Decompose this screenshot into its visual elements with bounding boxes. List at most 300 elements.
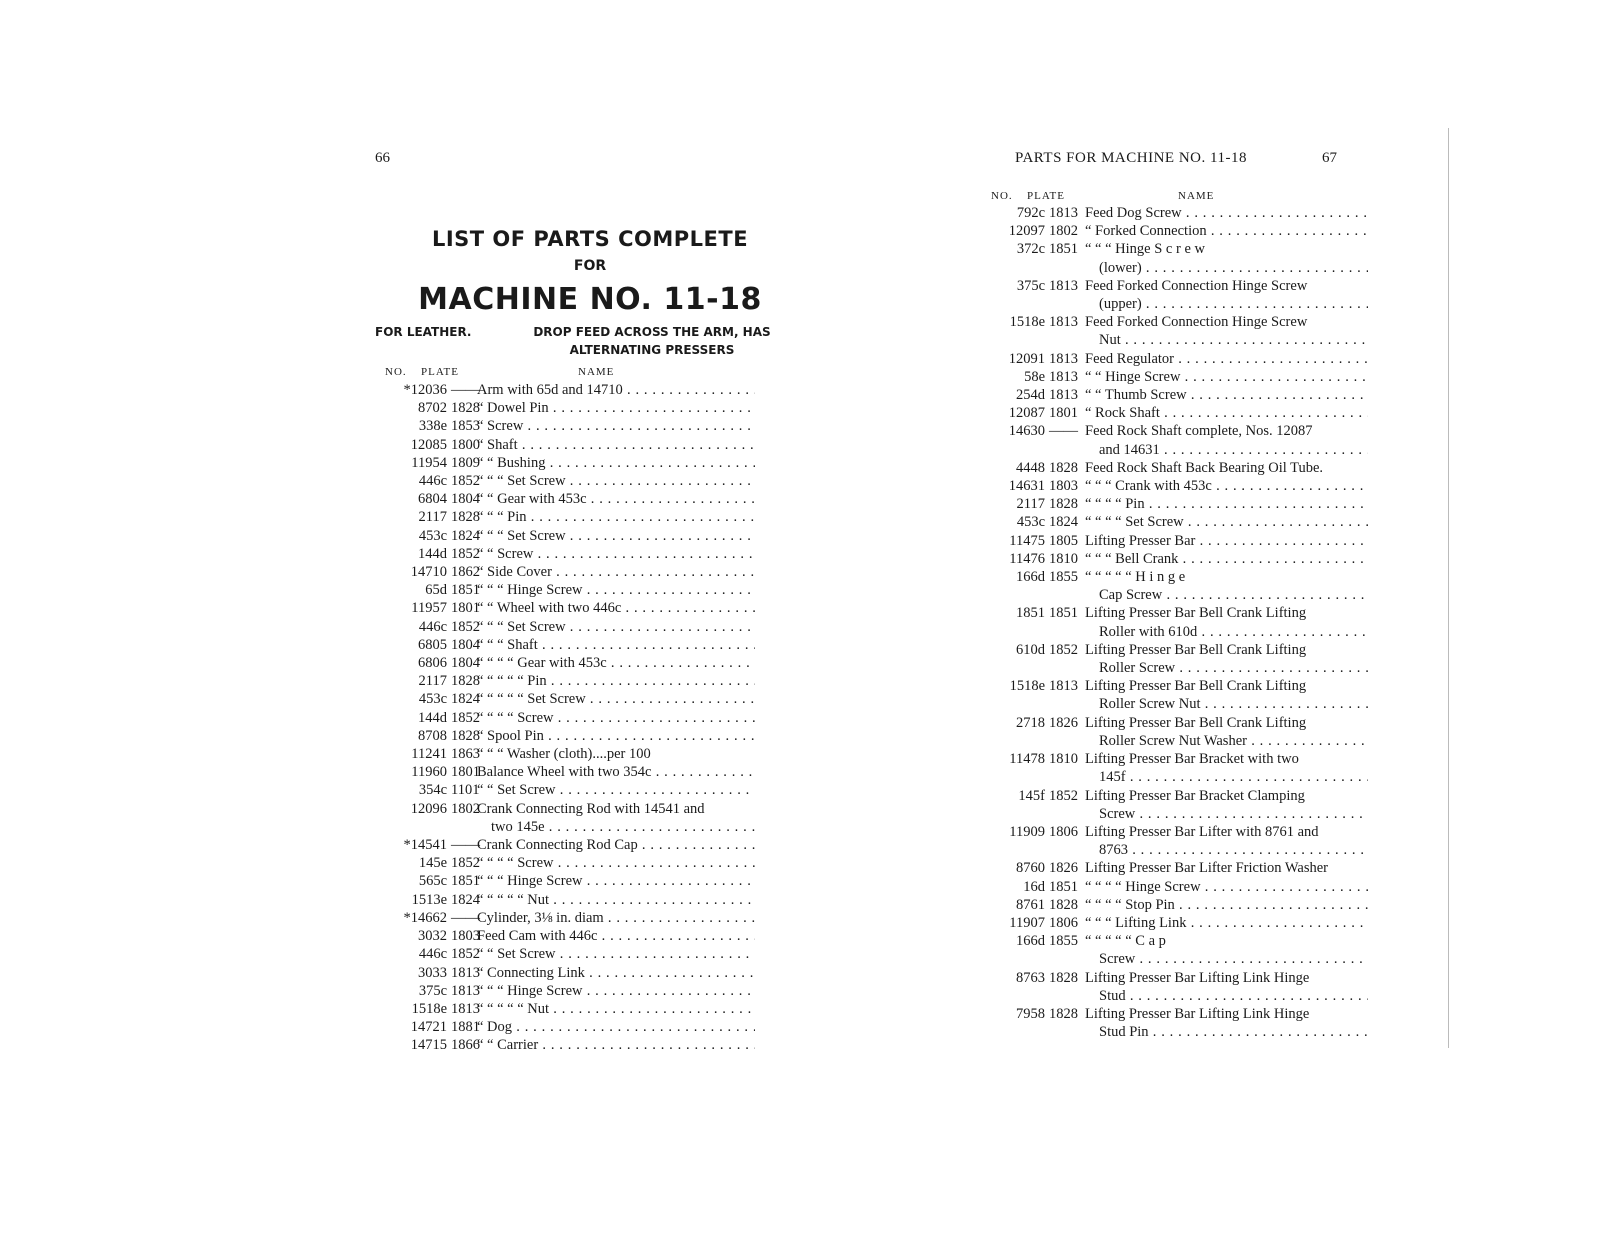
part-number: 11960 [411, 764, 447, 781]
part-name [477, 781, 755, 799]
part-row [375, 709, 755, 727]
plate-number: 1852 [451, 473, 480, 490]
plate-number: 1813 [451, 982, 480, 999]
part-name [477, 581, 755, 599]
col-header-no: NO. [385, 366, 407, 378]
part-number: 58e [1024, 368, 1045, 385]
part-name [477, 854, 755, 872]
part-name-line: Feed Forked Connection Hinge Screw [1085, 314, 1308, 331]
part-name [1085, 568, 1368, 604]
part-name-line: Screw . . . [1085, 950, 1368, 968]
part-name-line: Cap Screw . . . [1085, 586, 1368, 604]
part-row [375, 490, 755, 508]
part-row [375, 964, 755, 982]
part-number: 11478 [1009, 751, 1045, 768]
part-number: 446c [418, 618, 447, 635]
part-number: 8761 [1016, 896, 1045, 913]
part-name-line: “ Screw . . . [477, 417, 755, 435]
part-name [477, 672, 755, 690]
part-name-line: (upper) . . . [1085, 295, 1368, 313]
part-name [477, 763, 755, 781]
part-row [975, 750, 1368, 786]
part-name [1085, 222, 1368, 240]
part-name [1085, 859, 1368, 877]
title-line-3: MACHINE NO. 11-18 [418, 282, 762, 317]
part-row [975, 641, 1368, 677]
plate-number: 1866 [451, 1037, 480, 1054]
subhead-right: DROP FEED ACROSS THE ARM, HAS ALTERNATING PRESSERS [533, 325, 771, 357]
plate-number: 1828 [1049, 969, 1078, 986]
part-name-line: “ “ “ “ Set Screw . . . [1085, 513, 1368, 531]
col-header-plate: PLATE [421, 366, 459, 378]
part-number: 11907 [1009, 914, 1045, 931]
part-number: 1513e [411, 891, 447, 908]
part-name-line: “ “ “ “ “ Nut . . . [477, 891, 755, 909]
part-number: 354c [418, 782, 447, 799]
plate-number: 1852 [1049, 641, 1078, 658]
part-number: 16d [1023, 878, 1045, 895]
part-name [1085, 677, 1368, 713]
part-number: 144d [418, 709, 447, 726]
part-number: 2117 [1016, 496, 1045, 513]
part-name [477, 690, 755, 708]
part-row [375, 672, 755, 690]
part-name-line: “ Dowel Pin . . . [477, 399, 755, 417]
left-page [375, 0, 825, 1237]
part-name-line: Nut . . . [1085, 331, 1368, 349]
part-row [975, 787, 1368, 823]
part-name-line: “ “ “ “ “ H i n g e [1085, 569, 1186, 586]
part-name-line: Arm with 65d and 14710 . . . [477, 381, 755, 399]
part-row [975, 422, 1368, 458]
part-name-line: Lifting Presser Bar Bell Crank Lifting [1085, 714, 1307, 731]
plate-number: 1813 [1049, 678, 1078, 695]
part-row [375, 454, 755, 472]
part-row [375, 563, 755, 581]
plate-number: 1851 [1049, 605, 1078, 622]
plate-number: 1828 [451, 673, 480, 690]
part-name-line: “ Rock Shaft . . . [1085, 404, 1368, 422]
part-row [975, 859, 1368, 877]
part-name [1085, 422, 1368, 458]
part-row [975, 313, 1368, 349]
part-name-line: (lower) . . . [1085, 259, 1368, 277]
part-number: 7958 [1016, 1005, 1045, 1022]
part-number: 11954 [411, 454, 447, 471]
part-row [975, 914, 1368, 932]
part-name [1085, 368, 1368, 386]
part-name-line: Lifting Presser Bar Lifter Friction Washer [1085, 860, 1328, 877]
part-name [477, 891, 755, 909]
part-name-line: Feed Dog Screw . . . [1085, 204, 1368, 222]
part-name-line: “ Shaft . . . [477, 436, 755, 454]
part-name-line: “ “ “ Pin . . . [477, 508, 755, 526]
part-row [375, 763, 755, 781]
part-name [1085, 878, 1368, 896]
col-header-no: NO. [991, 190, 1013, 202]
running-head: PARTS FOR MACHINE NO. 11-18 [1015, 150, 1247, 166]
plate-number: 1824 [451, 891, 480, 908]
plate-number: 1852 [1049, 787, 1078, 804]
part-name [477, 745, 755, 763]
part-number: 446c [418, 946, 447, 963]
part-name [477, 490, 755, 508]
plate-number: 1813 [1049, 387, 1078, 404]
plate-number: 1801 [451, 600, 480, 617]
plate-number: 1824 [451, 527, 480, 544]
part-name-line: “ “ Gear with 453c . . . [477, 490, 755, 508]
plate-number: 1862 [451, 564, 480, 581]
plate-number: 1809 [451, 454, 480, 471]
part-name [477, 709, 755, 727]
part-name [477, 1018, 755, 1036]
part-name-line: “ “ “ Hinge Screw . . . [477, 581, 755, 599]
title-line-2: FOR [573, 258, 607, 274]
part-name-line: Feed Rock Shaft Back Bearing Oil Tube. [1085, 459, 1324, 476]
part-name-line: “ “ Set Screw . . . [477, 781, 755, 799]
part-name-line: “ Connecting Link . . . [477, 964, 755, 982]
part-name-line: “ “ “ “ Screw . . . [477, 709, 755, 727]
part-row [975, 896, 1368, 914]
part-name [477, 527, 755, 545]
part-row [375, 745, 755, 763]
part-number: 446c [418, 473, 447, 490]
part-row [975, 823, 1368, 859]
plate-number: 1813 [1049, 350, 1078, 367]
plate-number: 1828 [1049, 459, 1078, 476]
part-name-line: “ “ “ “ Screw . . . [477, 854, 755, 872]
plate-number: 1851 [451, 582, 480, 599]
plate-number: 1804 [451, 636, 480, 653]
part-row [975, 222, 1368, 240]
plate-number: 1828 [451, 727, 480, 744]
part-row [975, 714, 1368, 750]
part-name [1085, 350, 1368, 368]
part-row [975, 240, 1368, 276]
part-row [375, 636, 755, 654]
part-number: 1518e [1009, 678, 1045, 695]
part-name-line: Lifting Presser Bar Lifter with 8761 and [1085, 823, 1319, 840]
plate-number: 1881 [451, 1019, 480, 1036]
part-name-line: “ “ “ “ Pin . . . [1085, 495, 1368, 513]
part-number: 65d [425, 582, 447, 599]
part-name [1085, 550, 1368, 568]
part-name [477, 1000, 755, 1018]
part-name-line: Lifting Presser Bar Bracket Clamping [1085, 787, 1305, 804]
part-number: 144d [418, 545, 447, 562]
part-number: 145f [1018, 787, 1045, 804]
part-name [1085, 969, 1368, 1005]
part-number: 12085 [410, 436, 447, 453]
part-number: 375c [418, 982, 447, 999]
part-row [375, 654, 755, 672]
part-row [375, 727, 755, 745]
part-name [1085, 641, 1368, 677]
part-name [1085, 532, 1368, 550]
part-row [375, 690, 755, 708]
part-name [1085, 1005, 1368, 1041]
part-row [375, 381, 755, 399]
plate-number: 1803 [1049, 478, 1078, 495]
plate-number: 1828 [451, 509, 480, 526]
part-row [975, 368, 1368, 386]
part-row [375, 781, 755, 799]
part-name-line: Roller Screw . . . [1085, 659, 1368, 677]
part-name [477, 927, 755, 945]
part-number: 792c [1016, 205, 1045, 221]
part-row [975, 677, 1368, 713]
part-row [375, 508, 755, 526]
plate-number: 1851 [1049, 878, 1078, 895]
part-number: 565c [418, 873, 447, 890]
part-name-line: Crank Connecting Rod Cap . . . [477, 836, 755, 854]
part-name [1085, 787, 1368, 823]
part-row [975, 495, 1368, 513]
part-name [477, 836, 755, 854]
part-name-line: Lifting Presser Bar . . . [1085, 532, 1368, 550]
part-name-line: “ “ “ Hinge S c r e w [1085, 241, 1205, 258]
part-name [477, 727, 755, 745]
part-name-line: Lifting Presser Bar Lifting Link Hinge [1085, 1005, 1310, 1022]
part-name [1085, 277, 1368, 313]
plate-number: 1802 [1049, 223, 1078, 240]
part-name [477, 454, 755, 472]
plate-number: 1813 [1049, 205, 1078, 221]
plate-number: 1826 [1049, 860, 1078, 877]
part-name-line: Lifting Presser Bar Lifting Link Hinge [1085, 969, 1310, 986]
part-number: 11909 [1009, 823, 1045, 840]
part-name [477, 399, 755, 417]
page-number-left: 66 [375, 150, 390, 166]
part-row [975, 568, 1368, 604]
part-name-line: “ “ “ Washer (cloth)....per 100 [477, 746, 651, 763]
part-name [477, 872, 755, 890]
part-row [975, 459, 1368, 477]
plate-number: 1802 [451, 800, 480, 817]
part-name-line: “ Forked Connection . . . [1085, 222, 1368, 240]
plate-number: 1801 [451, 764, 480, 781]
part-name-line: Balance Wheel with two 354c . . . [477, 763, 755, 781]
part-name-line: “ “ “ Crank with 453c . . . [1085, 477, 1368, 495]
part-number: 1851 [1016, 605, 1045, 622]
part-row [375, 1036, 755, 1054]
plate-number: 1855 [1049, 569, 1078, 586]
plate-number: 1804 [451, 655, 480, 672]
part-row [975, 550, 1368, 568]
part-number: 2718 [1016, 714, 1045, 731]
part-name-line: “ “ “ Bell Crank . . . [1085, 550, 1368, 568]
part-name-line: Feed Rock Shaft complete, Nos. 12087 [1085, 423, 1313, 440]
part-number: 14630 [1008, 423, 1045, 440]
part-number: 14721 [410, 1019, 447, 1036]
part-number: 11476 [1009, 550, 1045, 567]
plate-number: 1101 [451, 782, 480, 799]
part-row [375, 417, 755, 435]
part-name-line: and 14631 . . . [1085, 441, 1368, 459]
part-number: 8708 [418, 727, 447, 744]
part-name-line: “ “ “ Hinge Screw . . . [477, 872, 755, 890]
part-name-line: Lifting Presser Bar Bell Crank Lifting [1085, 678, 1307, 695]
part-row [375, 618, 755, 636]
plate-number: 1813 [451, 964, 480, 981]
part-row [975, 532, 1368, 550]
part-name-line: “ “ “ “ Stop Pin . . . [1085, 896, 1368, 914]
part-name-line: Feed Forked Connection Hinge Screw [1085, 277, 1308, 294]
part-number: 1518e [411, 1000, 447, 1017]
part-name [1085, 404, 1368, 422]
part-name-line: “ “ “ Hinge Screw . . . [477, 982, 755, 1000]
part-number: 2117 [418, 673, 447, 690]
part-row [375, 1018, 755, 1036]
plate-number: —— [1049, 423, 1078, 440]
part-name-line: 8763 . . . [1085, 841, 1368, 859]
part-row [975, 1005, 1368, 1041]
part-name [1085, 604, 1368, 640]
part-row [975, 386, 1368, 404]
part-name-line: Roller Screw Nut Washer . . . [1085, 732, 1368, 750]
plate-number: 1813 [1049, 368, 1078, 385]
plate-number: 1813 [1049, 314, 1078, 331]
part-name-line: “ “ “ “ “ Nut . . . [477, 1000, 755, 1018]
part-name-line: “ “ Carrier . . . [477, 1036, 755, 1054]
part-number: 14715 [410, 1037, 447, 1054]
part-name-line: 145f . . . [1085, 768, 1368, 786]
part-name-line: “ “ Screw . . . [477, 545, 755, 563]
part-number: *14541 [403, 837, 447, 854]
title-line-1: LIST OF PARTS COMPLETE [431, 227, 749, 251]
part-name-line: “ “ Wheel with two 446c . . . [477, 599, 755, 617]
part-row [975, 204, 1368, 222]
part-name-line: Lifting Presser Bar Bracket with two [1085, 751, 1299, 768]
part-number: 453c [418, 691, 447, 708]
part-name-line: Feed Regulator . . . [1085, 350, 1368, 368]
parts-list-right [975, 204, 1368, 1041]
part-row [975, 878, 1368, 896]
part-name-line: “ “ “ Set Screw . . . [477, 618, 755, 636]
part-name-line: “ “ “ Set Screw . . . [477, 472, 755, 490]
part-number: 166d [1016, 933, 1045, 950]
part-row [975, 932, 1368, 968]
part-name-line: “ Spool Pin . . . [477, 727, 755, 745]
part-name [477, 599, 755, 617]
part-number: 8760 [1016, 860, 1045, 877]
part-row [375, 836, 755, 854]
plate-number: 1804 [451, 491, 480, 508]
part-number: 11241 [411, 746, 447, 763]
part-number: *14662 [403, 909, 447, 926]
part-name [1085, 204, 1368, 222]
col-header-name: NAME [578, 366, 615, 378]
part-number: 3032 [418, 928, 447, 945]
part-number: 610d [1016, 641, 1045, 658]
part-name-line: Lifting Presser Bar Bell Crank Lifting [1085, 641, 1307, 658]
plate-number: 1828 [1049, 496, 1078, 513]
plate-number: 1863 [451, 746, 480, 763]
part-number: 6806 [418, 655, 447, 672]
part-number: 6804 [418, 491, 447, 508]
part-name-line: “ “ “ Shaft . . . [477, 636, 755, 654]
part-number: 3033 [418, 964, 447, 981]
part-name [1085, 932, 1368, 968]
part-row [375, 581, 755, 599]
part-number: 14710 [410, 564, 447, 581]
part-number: 11475 [1009, 532, 1045, 549]
plate-number: 1826 [1049, 714, 1078, 731]
subhead-left: FOR LEATHER. [375, 325, 472, 339]
part-number: 145e [418, 855, 447, 872]
part-name [477, 909, 755, 927]
plate-number: 1806 [1049, 914, 1078, 931]
part-number: 12097 [1008, 223, 1045, 240]
part-name-line: Cylinder, 3⅛ in. diam . . . [477, 909, 755, 927]
part-name-line: Roller Screw Nut . . . [1085, 695, 1368, 713]
part-name [477, 654, 755, 672]
part-name [1085, 313, 1368, 349]
part-number: 12087 [1008, 405, 1045, 422]
part-name-line: “ “ “ “ Gear with 453c . . . [477, 654, 755, 672]
part-number: 2117 [418, 509, 447, 526]
part-number: 4448 [1016, 459, 1045, 476]
part-row [375, 399, 755, 417]
page-number-right: 67 [1322, 150, 1337, 166]
part-name [1085, 495, 1368, 513]
part-row [975, 604, 1368, 640]
part-number: 1518e [1009, 314, 1045, 331]
part-number: 14631 [1008, 478, 1045, 495]
part-name [477, 508, 755, 526]
plate-number: 1828 [1049, 896, 1078, 913]
part-name-line: “ “ Hinge Screw . . . [1085, 368, 1368, 386]
plate-number: 1855 [1049, 933, 1078, 950]
part-name [1085, 240, 1368, 276]
col-header-plate: PLATE [1027, 190, 1065, 202]
part-name-line: “ “ “ “ Hinge Screw . . . [1085, 878, 1368, 896]
part-name-line: “ “ “ “ “ C a p [1085, 933, 1166, 950]
part-name [477, 436, 755, 454]
part-name [477, 964, 755, 982]
part-name [1085, 386, 1368, 404]
part-name [1085, 896, 1368, 914]
part-number: 8763 [1016, 969, 1045, 986]
plate-number: 1813 [1049, 277, 1078, 294]
plate-number: 1805 [1049, 532, 1078, 549]
part-name [477, 417, 755, 435]
part-row [375, 891, 755, 909]
part-name [1085, 714, 1368, 750]
part-number: 166d [1016, 569, 1045, 586]
part-row [975, 513, 1368, 531]
part-name-line: Stud . . . [1085, 987, 1368, 1005]
plate-number: 1851 [451, 873, 480, 890]
part-number: 8702 [418, 400, 447, 417]
part-name [1085, 459, 1368, 477]
plate-number: —— [451, 909, 480, 926]
plate-number: 1824 [1049, 514, 1078, 531]
part-name-line: “ “ Bushing . . . [477, 454, 755, 472]
page-edge-rule [1448, 128, 1449, 1048]
part-name-line: “ “ “ Set Screw . . . [477, 527, 755, 545]
part-name [477, 1036, 755, 1054]
part-name-line: “ Side Cover . . . [477, 563, 755, 581]
plate-number: 1852 [451, 709, 480, 726]
plate-number: 1813 [451, 1000, 480, 1017]
part-name-line: “ Dog . . . [477, 1018, 755, 1036]
plate-number: 1853 [451, 418, 480, 435]
part-row [375, 1000, 755, 1018]
part-row [375, 854, 755, 872]
part-name [477, 636, 755, 654]
plate-number: 1803 [451, 928, 480, 945]
